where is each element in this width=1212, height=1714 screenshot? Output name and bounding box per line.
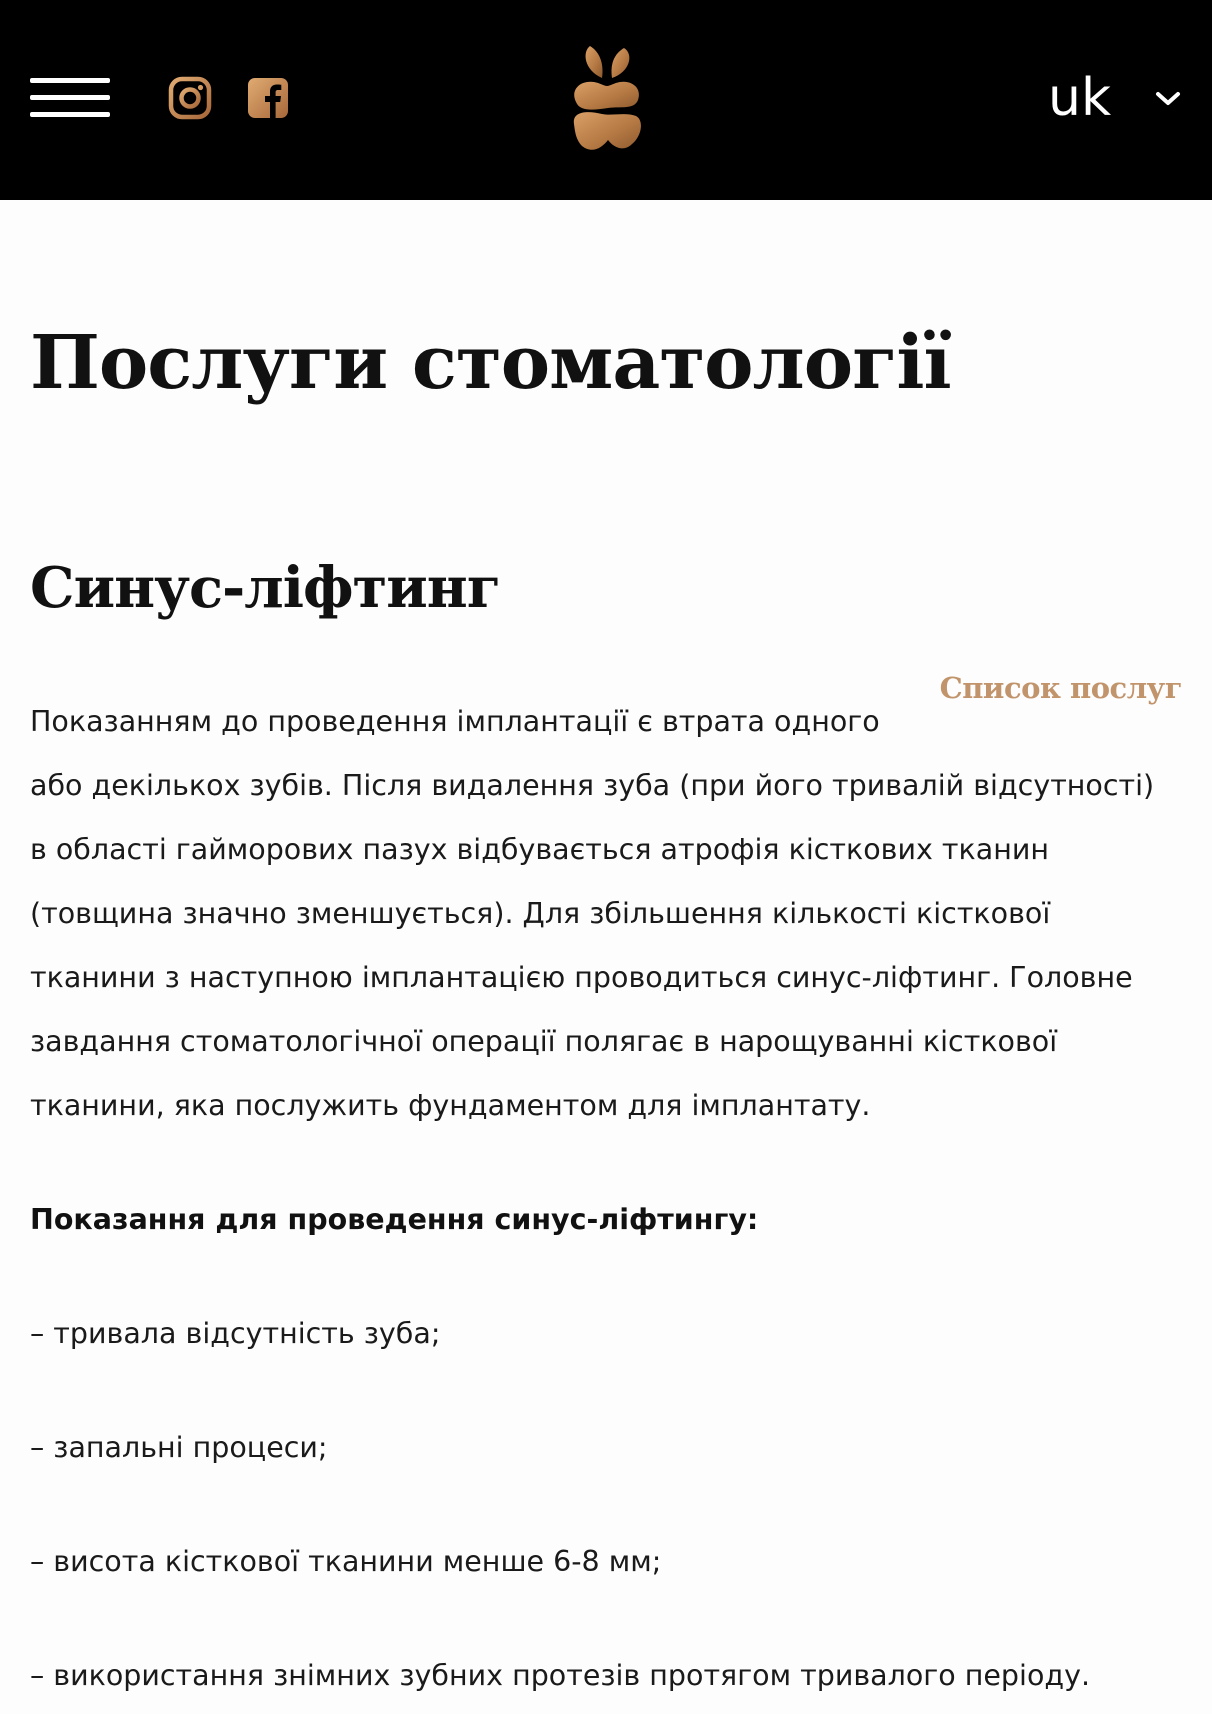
- hamburger-icon-line: [30, 95, 110, 100]
- language-selector[interactable]: [1048, 66, 1188, 136]
- tooth-leaf-logo: [568, 44, 646, 156]
- paragraph-line: тканини, яка послужить фундаментом для імплантату.: [30, 1089, 871, 1122]
- paragraph-line: тканини з наступною імплантацією проводиться синус-ліфтинг. Головне: [30, 961, 1133, 994]
- chevron-down-icon: [1154, 90, 1182, 108]
- hamburger-icon-line: [30, 112, 110, 117]
- paragraph-line: Показанням до проведення імплантації є втрата одного: [30, 705, 880, 738]
- list-item: – використання знімних зубних протезів протягом тривалого періоду.: [30, 1659, 1091, 1692]
- paragraph-line: в області гайморових пазух відбувається атрофія кісткових тканин: [30, 833, 1050, 866]
- instagram-link[interactable]: [168, 76, 212, 120]
- facebook-link[interactable]: [246, 76, 290, 120]
- page-title: Послуги стоматології: [30, 320, 951, 406]
- list-item: – запальні процеси;: [30, 1431, 328, 1464]
- site-header: [0, 0, 1212, 200]
- section-title: Синус-ліфтинг: [30, 555, 501, 621]
- language-value: uk: [1048, 68, 1112, 128]
- hamburger-icon: [30, 78, 110, 83]
- paragraph-line: (товщина значно зменшується). Для збільшення кількості кісткової: [30, 897, 1051, 930]
- site-logo[interactable]: [568, 44, 646, 156]
- services-list-link[interactable]: Список послуг: [939, 671, 1182, 705]
- hamburger-menu-button[interactable]: [30, 78, 110, 120]
- paragraph-line: або декількох зубів. Після видалення зуба (при його тривалій відсутності): [30, 769, 1155, 802]
- list-item: – тривала відсутність зуба;: [30, 1317, 441, 1350]
- indications-heading: Показання для проведення синус-ліфтингу:: [30, 1203, 759, 1236]
- list-item: – висота кісткової тканини менше 6-8 мм;: [30, 1545, 662, 1578]
- instagram-icon: [168, 76, 212, 120]
- paragraph-line: завдання стоматологічної операції полягає в нарощуванні кісткової: [30, 1025, 1058, 1058]
- facebook-icon: [246, 76, 290, 120]
